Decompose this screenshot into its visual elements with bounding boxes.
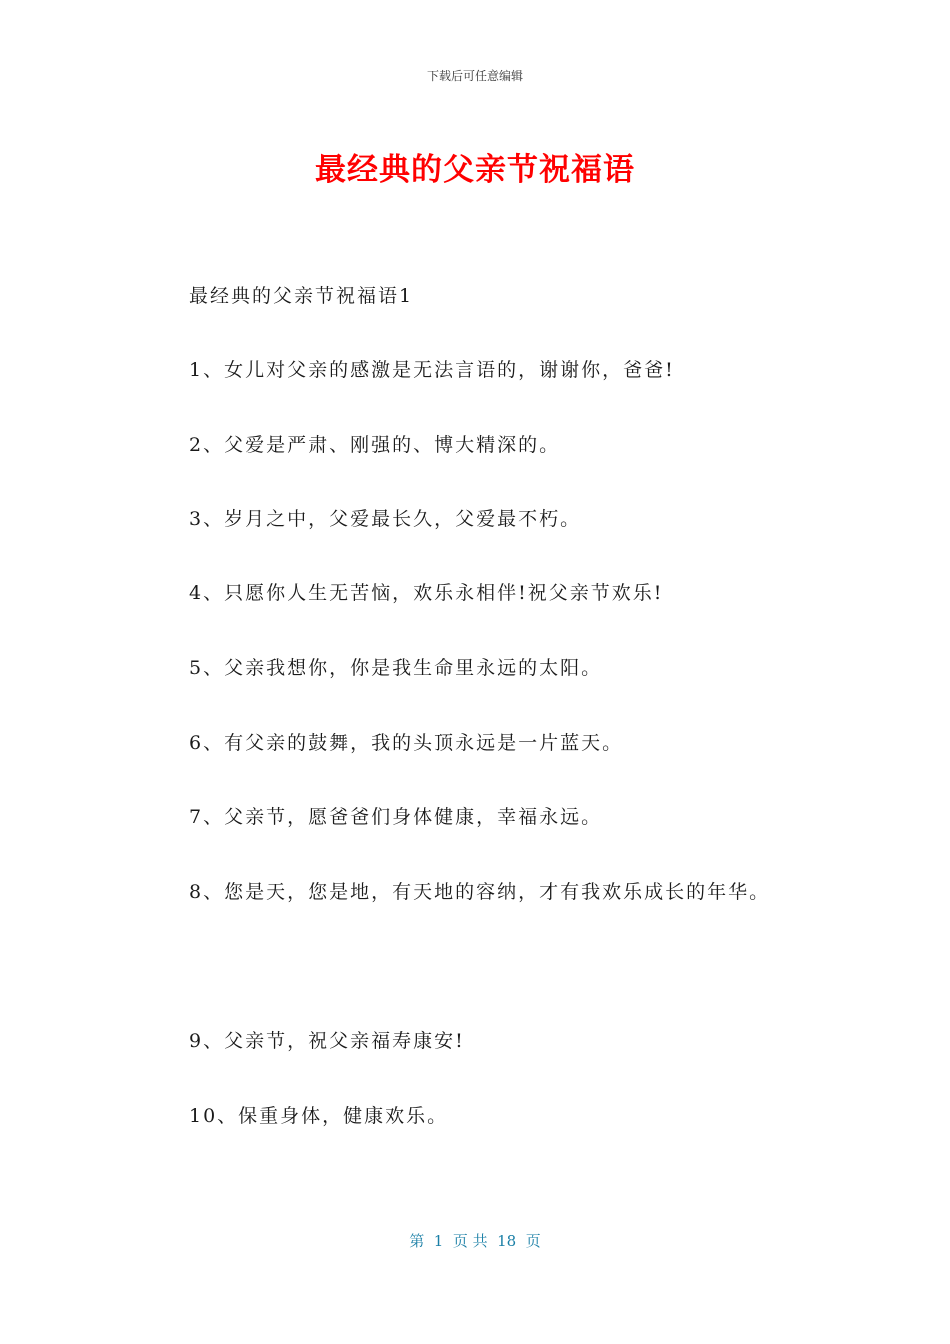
section-heading: 最经典的父亲节祝福语1	[189, 285, 414, 307]
list-item: 8、您是天，您是地，有天地的容纳，才有我欢乐成长的年华。	[189, 881, 771, 903]
list-item: 1、女儿对父亲的感激是无法言语的，谢谢你，爸爸!	[189, 359, 675, 381]
list-item: 5、父亲我想你，你是我生命里永远的太阳。	[189, 657, 603, 679]
list-item: 10、保重身体，健康欢乐。	[189, 1105, 449, 1127]
list-item: 2、父爱是严肃、刚强的、博大精深的。	[189, 434, 561, 456]
list-item: 4、只愿你人生无苦恼，欢乐永相伴!祝父亲节欢乐!	[189, 582, 664, 604]
list-item: 6、有父亲的鼓舞，我的头顶永远是一片蓝天。	[189, 732, 624, 754]
list-item: 3、岁月之中，父爱最长久，父爱最不朽。	[189, 508, 582, 530]
list-item: 9、父亲节，祝父亲福寿康安!	[189, 1030, 465, 1052]
list-item: 7、父亲节，愿爸爸们身体健康，幸福永远。	[189, 806, 603, 828]
document-title: 最经典的父亲节祝福语	[315, 152, 635, 188]
page-footer: 第 1 页 共 18 页	[409, 1232, 541, 1250]
header-note: 下载后可任意编辑	[426, 69, 523, 83]
